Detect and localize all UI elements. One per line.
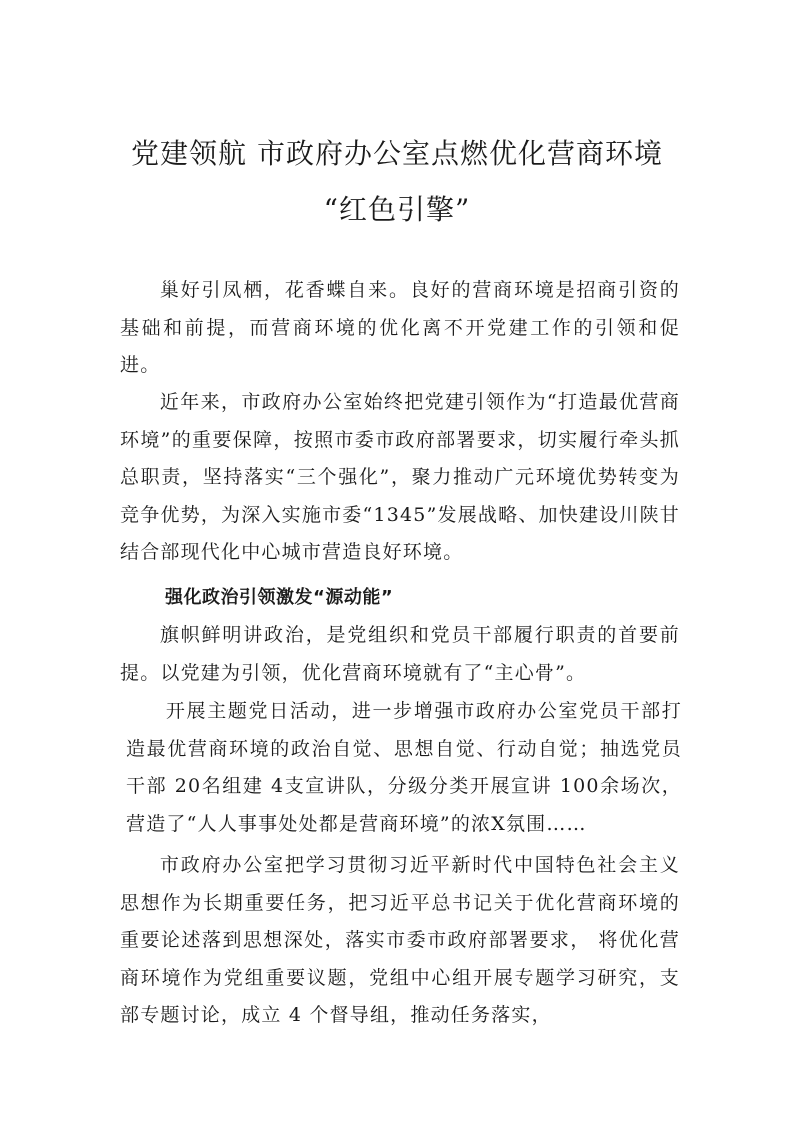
- intro-paragraph: 巢好引凤栖，花香蝶自来。良好的营商环境是招商引资的基础和前提，而营商环境的优化离不开党建工作的引领和促进。: [120, 279, 680, 376]
- background-paragraph: 近年来，市政府办公室始终把党建引领作为“打造最优营商环境”的重要保障，按照市委市政府部署要求，切实履行牵头抓总职责，坚持落实“三个强化”，聚力推动广元环境优势转变为竞争优势，为深入实施市委“1345”发展战略、加快建设川陕甘结合部现代化中心城市营造良好环境。: [120, 391, 680, 563]
- section-paragraph-3: 市政府办公室把学习贯彻习近平新时代中国特色社会主义思想作为长期重要任务，把习近平总书记关于优化营商环境的重要论述落到思想深处，落实市委市政府部署要求， 将优化营商环境作为党组重要议题，党组中心组开展专题学习研究，支部专题讨论，成立 4 个督导组，推动任务落实，: [120, 854, 680, 1026]
- section-paragraph-2: 开展主题党日活动，进一步增强市政府办公室党员干部打造最优营商环境的政治自觉、思想自觉、行动自觉；抽选党员干部 20名组建 4支宣讲队，分级分类开展宣讲 100余场次，营造了“人人事事处处都是营商环境”的浓X氛围……: [126, 700, 682, 835]
- document-title-line-1: 党建领航 市政府办公室点燃优化营商环境: [131, 137, 663, 170]
- section-heading: 强化政治引领激发“源动能”: [165, 587, 394, 608]
- document-title-line-2: “红色引擎”: [323, 193, 471, 226]
- section-paragraph-1: 旗帜鲜明讲政治，是党组织和党员干部履行职责的首要前提。以党建为引领，优化营商环境就有了“主心骨”。: [120, 624, 680, 684]
